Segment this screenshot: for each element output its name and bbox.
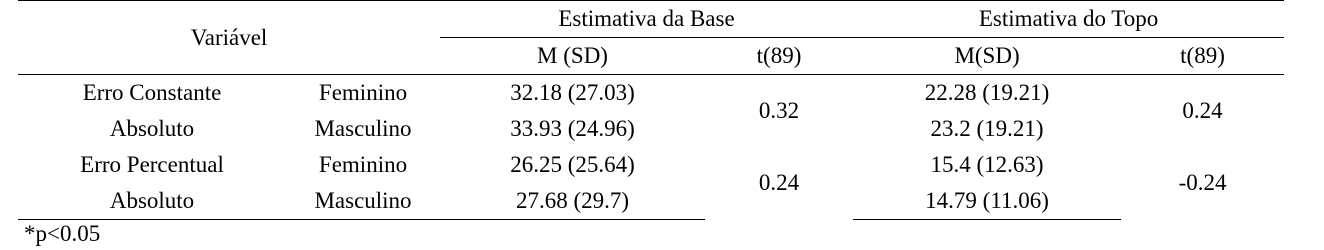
header-base-msd: M (SD) [537,43,608,68]
topo-t-value: 0.24 [1121,75,1284,148]
header-base-t: t(89) [756,43,802,68]
topo-msd-value: 14.79 (11.06) [853,183,1121,220]
header-topo-msd: M(SD) [954,43,1020,68]
header-group-base: Estimativa da Base [440,1,853,38]
table-row [18,183,1284,220]
variable-label: Erro Percentual [80,152,224,177]
header-group-topo: Estimativa do Topo [853,1,1284,38]
sex-label: Masculino [286,183,440,220]
base-msd-value: 32.18 (27.03) [440,75,705,112]
base-msd-value: 27.68 (29.7) [440,183,705,220]
topo-msd-value: 15.4 (12.63) [930,152,1044,177]
base-msd-value: 33.93 (24.96) [510,116,635,141]
header-topo-t: t(89) [1180,43,1225,68]
table-row [18,147,1284,183]
variable-label: Absoluto [109,116,195,141]
base-t-value: 0.24 [758,170,800,196]
base-t-value: 0.32 [705,75,853,148]
topo-msd-value: 22.28 (19.21) [853,75,1121,112]
topo-t-value: -0.24 [1178,170,1227,196]
variable-label: Erro Constante [18,75,286,112]
table-row [18,111,1284,147]
table-row [18,75,1284,112]
variable-label: Absoluto [18,183,286,220]
sex-label: Feminino [286,75,440,112]
header-row-1 [18,1,1284,38]
topo-msd-value: 23.2 (19.21) [930,116,1044,141]
sex-label: Masculino [314,116,412,141]
table-footnote: *p<0.05 [24,221,101,246]
base-msd-value: 26.25 (25.64) [510,152,635,177]
sex-label: Feminino [318,152,408,177]
results-table [18,0,1284,220]
header-variable: Variável [18,1,440,75]
